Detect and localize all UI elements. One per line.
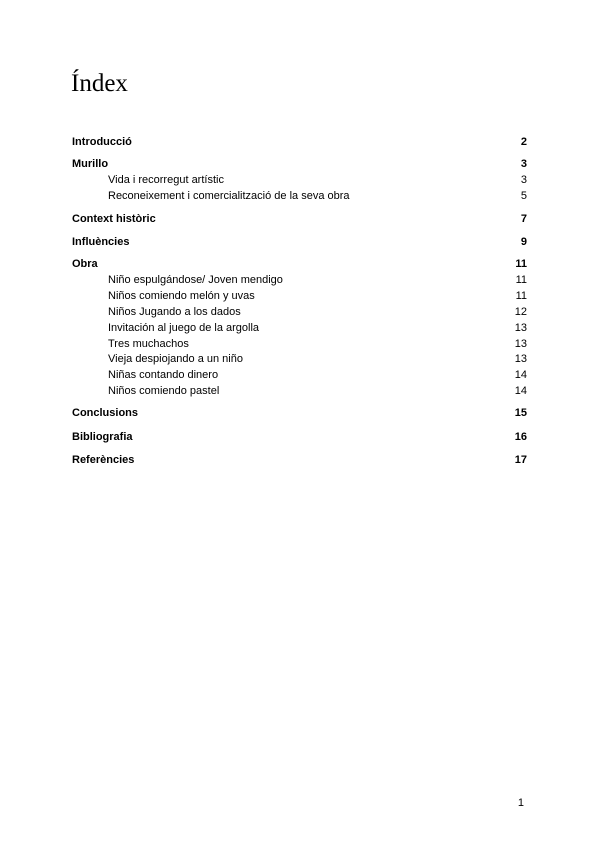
toc-entry-label: Influències	[72, 236, 130, 248]
toc-entry-label: Murillo	[72, 158, 109, 170]
toc-entry-page: 13	[514, 322, 527, 334]
toc-entry-page: 15	[514, 407, 527, 419]
toc-entry[interactable]	[72, 257, 527, 272]
toc-entry-page: 13	[514, 353, 527, 365]
toc-subentry[interactable]	[108, 173, 527, 188]
toc-entry-label: Niño espulgándose/ Joven mendigo	[108, 274, 283, 286]
toc-entry-label: Tres muchachos	[108, 338, 189, 350]
toc-entry-page: 2	[520, 136, 527, 148]
toc-entry-page: 5	[520, 190, 527, 202]
toc-entry-label: Niños comiendo pastel	[108, 385, 220, 397]
toc-entry-page: 13	[514, 338, 527, 350]
toc-entry[interactable]	[72, 406, 527, 421]
toc-subentry[interactable]	[108, 189, 527, 204]
toc-entry[interactable]	[72, 135, 527, 150]
toc-subentry[interactable]	[108, 289, 527, 304]
toc-subentry[interactable]	[108, 352, 527, 367]
toc-entry-label: Vieja despiojando a un niño	[108, 353, 243, 365]
toc-entry-page: 14	[514, 369, 527, 381]
toc-subentry[interactable]	[108, 273, 527, 288]
toc-entry-page: 16	[514, 431, 527, 443]
toc-entry-page: 7	[520, 213, 527, 225]
toc-entry[interactable]	[72, 235, 527, 250]
toc-subentry[interactable]	[108, 337, 527, 352]
toc-entry-label: Niños Jugando a los dados	[108, 306, 241, 318]
toc-entry-label: Invitación al juego de la argolla	[108, 322, 260, 334]
toc-subentry[interactable]	[108, 305, 527, 320]
toc-entry-label: Conclusions	[72, 407, 139, 419]
toc-entry[interactable]	[72, 157, 527, 172]
toc-entry-label: Referències	[72, 454, 135, 466]
toc-entry-page: 11	[515, 274, 527, 286]
toc-entry-page: 11	[515, 258, 527, 270]
toc-entry[interactable]	[72, 212, 527, 227]
toc-entry-label: Niñas contando dinero	[108, 369, 219, 381]
toc-entry-page: 14	[514, 385, 527, 397]
toc-subentry[interactable]	[108, 384, 527, 399]
toc-entry[interactable]	[72, 430, 527, 445]
toc-entry-label: Niños comiendo melón y uvas	[108, 290, 255, 302]
toc-entry-page: 3	[520, 158, 527, 170]
toc-entry-label: Bibliografia	[72, 431, 133, 443]
toc-entry-page: 17	[514, 454, 527, 466]
page-number: 1	[517, 797, 524, 809]
toc-entry-label: Context històric	[72, 213, 156, 225]
toc-entry[interactable]	[72, 453, 527, 468]
page-title: Índex	[71, 70, 128, 97]
toc-entry-label: Vida i recorregut artístic	[108, 174, 224, 186]
toc-entry-page: 12	[514, 306, 527, 318]
toc-entry-label: Reconeixement i comercialització de la seva obra	[108, 190, 350, 202]
toc-entry-page: 11	[515, 290, 527, 302]
toc-entry-label: Obra	[72, 258, 98, 270]
toc-subentry[interactable]	[108, 321, 527, 336]
toc-entry-label: Introducció	[72, 136, 132, 148]
toc-entry-page: 3	[520, 174, 527, 186]
toc-subentry[interactable]	[108, 368, 527, 383]
toc-entry-page: 9	[520, 236, 527, 248]
